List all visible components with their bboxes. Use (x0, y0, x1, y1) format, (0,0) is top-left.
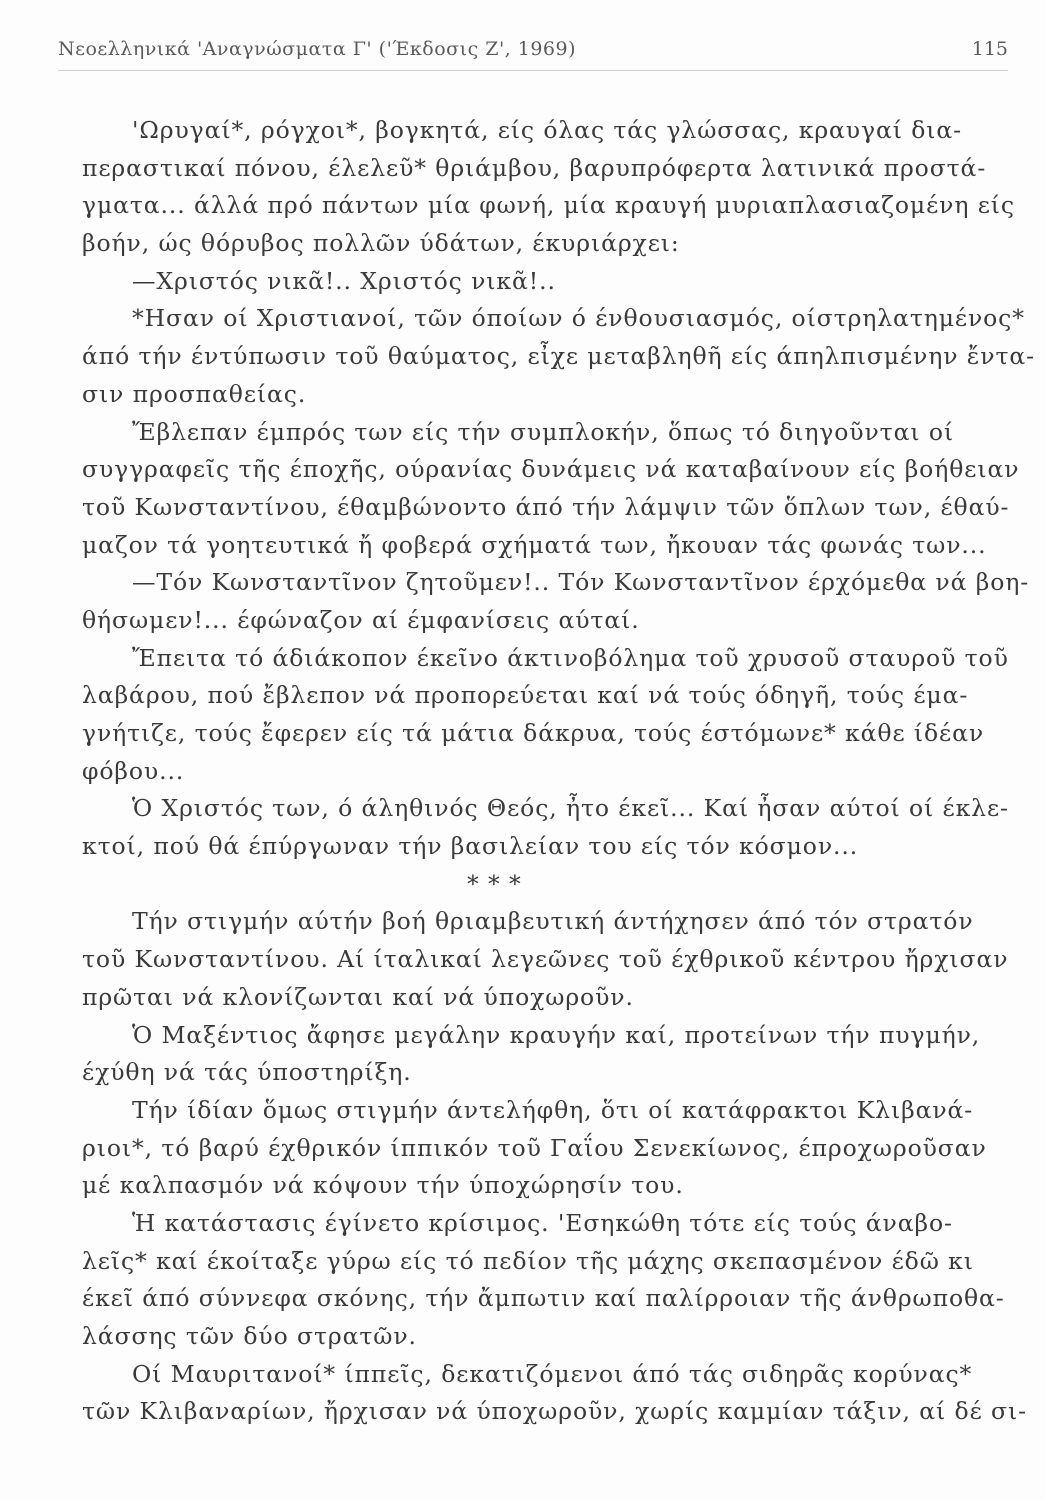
text-line: σιν προσπαθείας. (82, 379, 307, 408)
running-header (58, 38, 1008, 71)
text-line: τοῦ Κωνσταντίνου, έθαμβώνοντο άπό τήν λάμψιν τῶν ὅπλων των, έθαύ- (82, 492, 1010, 521)
text-line: λεῖς* καί έκοίταξε γύρω είς τό πεδίον τῆς μάχης σκεπασμένον έδῶ κι (82, 1246, 974, 1275)
page-number: 115 (971, 38, 1008, 60)
running-head-title: Νεοελληνικά 'Αναγνώσματα Γ' ('Έκδοσις Ζ', 1969) (58, 38, 577, 60)
body-text (82, 112, 1035, 1431)
separator-stars: * * * (467, 869, 522, 898)
text-line: μαζον τά γοητευτικά ἤ φοβερά σχήματά των, ἤκουαν τάς φωνάς των... (82, 530, 987, 559)
text-line: τοῦ Κωνσταντίνου. Αί ίταλικαί λεγεῶνες τοῦ έχθρικοῦ κέντρου ἤρχισαν (82, 945, 1009, 974)
text-line: Οί Μαυριτανοί* ίππεῖς, δεκατιζόμενοι άπό τάς σιδηρᾶς κορύνας* (132, 1359, 973, 1388)
text-line: —Τόν Κωνσταντῖνον ζητοῦμεν!.. Τόν Κωνσταντῖνον έρχόμεθα νά βοη- (132, 568, 1030, 597)
text-line: θήσωμεν!... έφώναζον αί έμφανίσεις αύταί. (82, 605, 640, 634)
text-line: *Ησαν οί Χριστιανοί, τῶν όποίων ό ένθουσιασμός, οίστρηλατημένος* (132, 304, 1025, 333)
text-line: μέ καλπασμόν νά κόψουν τήν ύποχώρησίν του. (82, 1171, 684, 1200)
text-line: κτοί, πού θά έπύργωναν τήν βασιλείαν του είς τόν κόσμον... (82, 832, 859, 861)
text-line: Ἔβλεπαν έμπρός των είς τήν συμπλοκήν, ὅπως τό διηγοῦνται οί (132, 417, 954, 446)
text-line: έχύθη νά τάς ύποστηρίξη. (82, 1058, 412, 1087)
text-line: φόβου... (82, 756, 185, 785)
text-line: τῶν Κλιβαναρίων, ἤρχισαν νά ύποχωροῦν, χωρίς καμμίαν τάξιν, αί δέ σι- (82, 1397, 1027, 1426)
text-line: έκεῖ άπό σύννεφα σκόνης, τήν ἄμπωτιν καί παλίρροιαν τῆς άνθρωποθα- (82, 1284, 1005, 1313)
text-line: ριοι*, τό βαρύ έχθρικόν ίππικόν τοῦ Γαΐου Σενεκίωνος, έπροχωροῦσαν (82, 1133, 987, 1162)
text-line: συγγραφεῖς τῆς έποχῆς, ούρανίας δυνάμεις νά καταβαίνουν είς βοήθειαν (82, 455, 1020, 484)
text-line: Ἡ κατάστασις έγίνετο κρίσιμος. 'Εσηκώθη τότε είς τούς άναβο- (132, 1208, 953, 1237)
text-line: 'Ωρυγαί*, ρόγχοι*, βογκητά, είς όλας τάς γλώσσας, κραυγαί δια- (132, 116, 962, 144)
text-line: γματα... άλλά πρό πάντων μία φωνή, μία κραυγή μυριαπλασιαζομένη είς (82, 191, 1015, 220)
text-line: Τήν ίδίαν ὅμως στιγμήν άντελήφθη, ὅτι οί κατάφρακτοι Κλιβανά- (132, 1095, 974, 1124)
text-line: πρῶται νά κλονίζωνται καί νά ύποχωροῦν. (82, 982, 634, 1011)
text-line: βοήν, ώς θόρυβος πολλῶν ύδάτων, έκυριάρχει: (82, 229, 680, 258)
text-line: Ὁ Μαξέντιος ἄφησε μεγάλην κραυγήν καί, προτείνων τήν πυγμήν, (132, 1020, 981, 1049)
text-line: περαστικαί πόνου, έλελεῦ* θριάμβου, βαρυπρόφερτα λατινικά προστά- (82, 153, 987, 182)
text-line: Τήν στιγμήν αύτήν βοή θριαμβευτική άντήχησεν άπό τόν στρατόν (132, 907, 974, 936)
text-line: γνήτιζε, τούς ἔφερεν είς τά μάτια δάκρυα, τούς έστόμωνε* κάθε ίδέαν (82, 719, 985, 747)
text-line: άπό τήν έντύπωσιν τοῦ θαύματος, εἶχε μεταβληθῆ είς άπηλπισμένην ἔντα- (82, 342, 1035, 371)
section-separator (82, 866, 942, 904)
text-line: Ἔπειτα τό άδιάκοπον έκεῖνο άκτινοβόλημα τοῦ χρυσοῦ σταυροῦ τοῦ (132, 643, 1009, 672)
text-line: —Χριστός νικᾶ!.. Χριστός νικᾶ!.. (132, 266, 556, 295)
text-line: λαβάρου, πού ἔβλεπον νά προπορεύεται καί νά τούς όδηγῆ, τούς έμα- (82, 681, 969, 710)
text-line: λάσσης τῶν δύο στρατῶν. (82, 1322, 417, 1350)
text-line: Ὁ Χριστός των, ό άληθινός Θεός, ἦτο έκεῖ... Καί ἦσαν αύτοί οί έκλε- (132, 794, 1009, 823)
